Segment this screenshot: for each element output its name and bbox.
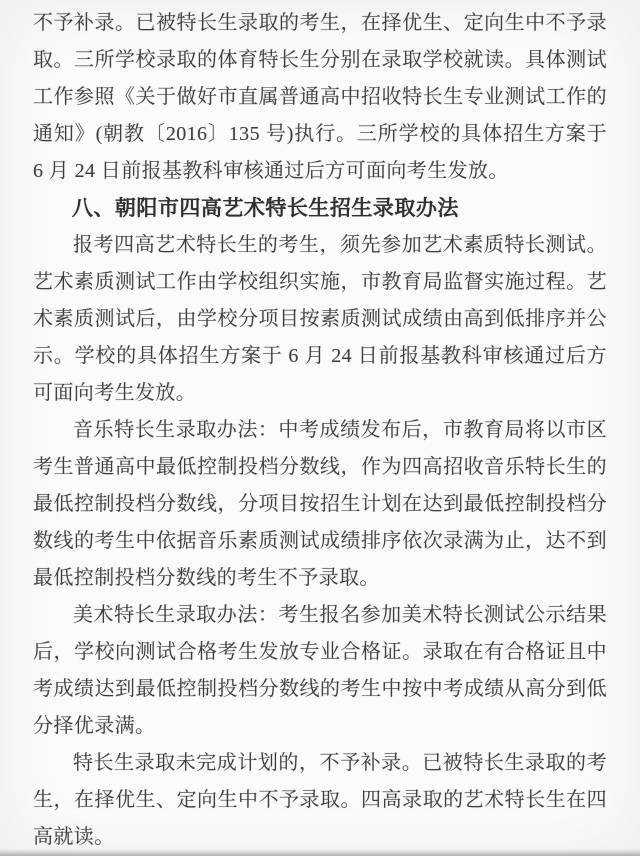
photo-bottom-shadow xyxy=(0,849,640,856)
paragraph-unfilled-plan-rule: 特长生录取未完成计划的，不予补录。已被特长生录取的考生，在择优生、定向生中不予录取。四高录取的艺术特长生在四高就读。 xyxy=(33,752,607,848)
section-heading-art-admission: 八、朝阳市四高艺术特长生招生录取办法 xyxy=(71,197,459,220)
paragraph-music-admission-method: 音乐特长生录取办法：中考成绩发布后，市教育局将以市区考生普通高中最低控制投档分数线，作为四高招收音乐特长生的最低控制投档分数线，分项目按招生计划在达到最低控制投档分数线的考生中依据音乐素质测试成绩排序依次录满为止，达不到最低控制投档分数线的考生不予录取。 xyxy=(33,419,607,589)
paragraph-sports-admission-continued: 不予补录。已被特长生录取的考生，在择优生、定向生中不予录取。三所学校录取的体育特长生分别在录取学校就读。具体测试工作参照《关于做好市直属普通高中招收特长生专业测试工作的通知》(朝教〔2016〕135 号)执行。三所学校的具体招生方案于 6 月 24 日前报基教科审核通过后方可面向考生发放。 xyxy=(33,12,607,182)
paragraph-art-test-intro: 报考四高艺术特长生的考生，须先参加艺术素质特长测试。艺术素质测试工作由学校组织实施，市教育局监督实施过程。艺术素质测试后，由学校分项目按素质测试成绩由高到低排序并公示。学校的具体招生方案于 6 月 24 日前报基教科审核通过后方可面向考生发放。 xyxy=(33,234,607,404)
paragraph-fine-art-admission-method: 美术特长生录取办法：考生报名参加美术特长测试公示结果后，学校向测试合格考生发放专业合格证。录取在有合格证且中考成绩达到最低控制投档分数线的考生中按中考成绩从高分到低分择优录满。 xyxy=(33,604,607,737)
